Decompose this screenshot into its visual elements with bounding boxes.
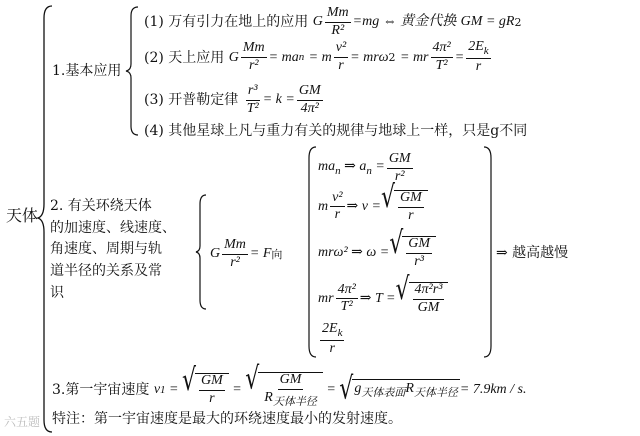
- s2-lhs-g: G: [210, 246, 221, 262]
- s1-item2-t1: = ma: [268, 49, 299, 65]
- s1-item2-t3: = mrω: [350, 49, 389, 65]
- s2-row3: mrω² ⇒ ω = √ $\frac{GM}{\text{r³}}$: [318, 236, 436, 269]
- watermark: 六五题: [4, 415, 41, 429]
- s3-label: 3.第一宇宙速度: [52, 382, 150, 399]
- s2-label-line1: 2. 有关环绕天体: [50, 198, 152, 214]
- s1-item4-num: (4): [144, 123, 164, 139]
- s1-item1: (1) 万有引力在地上的应用 G $\frac{Mm}{\text{R²}}$ =mg ⇔ 黄金代换 GM = gR 2: [144, 5, 522, 38]
- s3-r-sub: 天体半径: [272, 395, 317, 408]
- s2-lhs-sub: 向: [271, 247, 283, 261]
- s1-item4-text: 其他星球上凡与重力有关的规律与地球上一样，只是g不同: [168, 123, 528, 139]
- s1-item1-frac: $\frac{Mm}{\text{R²}}$: [326, 5, 349, 38]
- s2-row1: $ma_n$ ⇒ $a_n$ = $\frac{GM}{\text{r²}}$: [318, 151, 411, 184]
- s1-item3-t1: = k =: [262, 92, 295, 108]
- s1-item1-sup: 2: [514, 15, 522, 29]
- s3-v: v: [153, 382, 161, 398]
- s2-label-line5: 识: [50, 284, 64, 301]
- s3-vsub: 1: [160, 383, 166, 396]
- section2-brace-matrix-right: [482, 146, 494, 358]
- s2-lhs: G $\frac{Mm}{\text{r²}}$ = F 向: [210, 237, 283, 270]
- s3-value: = 7.9km / s.: [459, 382, 527, 398]
- s1-item2-t4: = mr: [400, 49, 429, 65]
- s3-g-sub: 天体表面: [361, 386, 406, 399]
- s2-label-line3: 角速度、周期与轨: [50, 241, 162, 258]
- s1-item2-t1sub: n: [298, 51, 305, 64]
- note: 特注：第一宇宙速度是最大的环绕速度最小的发射速度。: [52, 411, 402, 427]
- s2-label-line2: 的加速度、线速度、: [50, 219, 176, 236]
- s2-lhs-eq: = F: [249, 246, 272, 262]
- s1-item1-eq1: =mg ⇔ 黄金代换: [352, 14, 457, 30]
- s2-result: ⇒ 越高越慢: [496, 245, 569, 261]
- s2-label-line4: 道半径的关系及常: [50, 263, 162, 280]
- section2-label: [50, 196, 176, 304]
- s1-item3: (3) 开普勒定律 $\frac{\text{r³}}{\text{T²}}$ = k = $\frac{GM}{\text{4π²}}$: [144, 83, 321, 116]
- s1-item4: [144, 124, 527, 138]
- section3: 3.第一宇宙速度 v 1 = √ $\frac{GM}{r}$ = √ $\frac{GM}{R_{天体半径}}$ = √ $g_{天体表面}R_{天体半径}$ = 7.9km / s.: [52, 361, 527, 408]
- s2-row5: $\frac{2E_k}{r}$: [322, 321, 343, 357]
- s2-row4: mr $\frac{\text{4π²}}{\text{T²}}$ ⇒ T = √ $\frac{\text{4π²r³}}{GM}$: [318, 282, 448, 315]
- section1-label: 1.基本应用: [52, 63, 122, 79]
- s1-item2-text: 天上应用: [168, 49, 225, 66]
- root-label: 天体: [6, 206, 39, 225]
- s1-item2: (2) 天上应用 G $\frac{Mm}{\text{r²}}$ = ma n = m $\frac{\text{v²}}{r}$ = mrω 2 = mr $\frac{\text{4π²}}{\text{T²}}$ = $\frac{2E_k}{r}$: [144, 39, 489, 75]
- section2-brace-left: [196, 194, 210, 310]
- s2-row2: m $\frac{\text{v²}}{r}$ ⇒ v = √ $\frac{GM}{r}$: [318, 190, 428, 223]
- s1-item3-num: (3): [144, 92, 164, 109]
- s1-item1-eq2: GM = gR: [460, 14, 515, 30]
- s1-item2-num: (2): [144, 49, 164, 66]
- s1-item2-t2: = m: [308, 49, 332, 65]
- s3-r2-sub: 天体半径: [413, 386, 458, 399]
- s1-item2-t5: =: [454, 49, 465, 65]
- s1-item1-num: (1): [144, 14, 164, 31]
- s1-item1-text: 万有引力在地上的应用: [168, 14, 309, 31]
- s1-item3-text: 开普勒定律: [168, 92, 239, 109]
- section2-brace-matrix: [306, 146, 318, 358]
- section1-brace: [126, 6, 142, 136]
